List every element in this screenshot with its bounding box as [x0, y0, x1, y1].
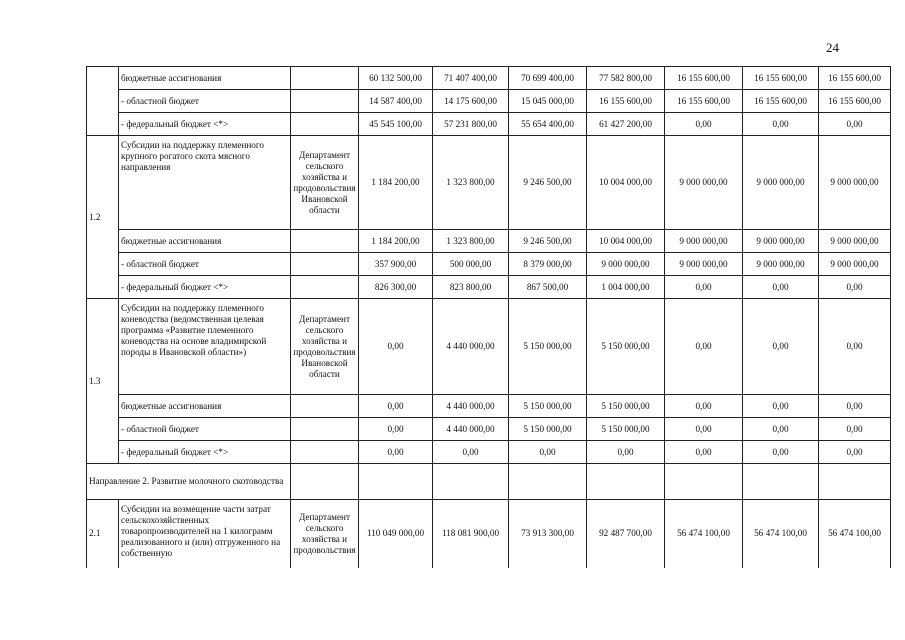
value-cell: 0,00	[587, 441, 665, 464]
value-cell: 9 246 500,00	[509, 230, 587, 253]
value-cell: 5 150 000,00	[587, 299, 665, 395]
value-cell: 823 800,00	[433, 276, 509, 299]
value-cell: 9 000 000,00	[665, 253, 743, 276]
row-number-cell: 2.1	[87, 500, 119, 568]
empty-cell	[291, 464, 359, 500]
value-cell: 0,00	[359, 395, 433, 418]
value-cell: 73 913 300,00	[509, 500, 587, 568]
value-cell: 5 150 000,00	[509, 395, 587, 418]
value-cell: 16 155 600,00	[587, 90, 665, 113]
table-row	[87, 253, 891, 276]
value-cell: 0,00	[743, 276, 819, 299]
table-row	[87, 276, 891, 299]
department-cell	[291, 230, 359, 253]
value-cell: 110 049 000,00	[359, 500, 433, 568]
value-cell: 5 150 000,00	[509, 418, 587, 441]
empty-cell	[587, 464, 665, 500]
value-cell: 0,00	[359, 418, 433, 441]
value-cell: 4 440 000,00	[433, 299, 509, 395]
value-cell: 118 081 900,00	[433, 500, 509, 568]
value-cell: 0,00	[359, 299, 433, 395]
value-cell: 92 487 700,00	[587, 500, 665, 568]
value-cell: 61 427 200,00	[587, 113, 665, 136]
department-cell: Департамент сельского хозяйства и продовольствия Ивановской области	[291, 299, 359, 395]
value-cell: 0,00	[819, 113, 891, 136]
table-row	[87, 441, 891, 464]
value-cell: 0,00	[665, 441, 743, 464]
value-cell: 9 246 500,00	[509, 136, 587, 230]
department-cell	[291, 276, 359, 299]
table-row	[87, 90, 891, 113]
empty-cell	[359, 464, 433, 500]
value-cell: 45 545 100,00	[359, 113, 433, 136]
department-cell	[291, 418, 359, 441]
value-cell: 16 155 600,00	[819, 90, 891, 113]
value-cell: 9 000 000,00	[743, 230, 819, 253]
value-cell: 16 155 600,00	[665, 90, 743, 113]
value-cell: 9 000 000,00	[743, 253, 819, 276]
value-cell: 0,00	[665, 395, 743, 418]
table-row	[87, 113, 891, 136]
row-label: - федеральный бюджет <*>	[119, 441, 291, 464]
value-cell: 0,00	[743, 395, 819, 418]
table-row	[87, 299, 891, 395]
department-cell	[291, 90, 359, 113]
value-cell: 15 045 000,00	[509, 90, 587, 113]
value-cell: 16 155 600,00	[743, 67, 819, 90]
value-cell: 0,00	[819, 276, 891, 299]
value-cell: 0,00	[665, 276, 743, 299]
value-cell: 55 654 400,00	[509, 113, 587, 136]
value-cell: 0,00	[819, 395, 891, 418]
value-cell: 5 150 000,00	[587, 395, 665, 418]
value-cell: 4 440 000,00	[433, 418, 509, 441]
department-cell: Департамент сельского хозяйства и продовольствия Ивановской области	[291, 136, 359, 230]
value-cell: 0,00	[819, 418, 891, 441]
value-cell: 70 699 400,00	[509, 67, 587, 90]
value-cell: 56 474 100,00	[743, 500, 819, 568]
empty-cell	[819, 464, 891, 500]
value-cell: 9 000 000,00	[665, 136, 743, 230]
value-cell: 10 004 000,00	[587, 230, 665, 253]
row-label: бюджетные ассигнования	[119, 67, 291, 90]
row-label: Субсидии на поддержку племенного крупного рогатого скота мясного направления	[119, 136, 291, 230]
table-row	[87, 230, 891, 253]
value-cell: 16 155 600,00	[665, 67, 743, 90]
value-cell: 8 379 000,00	[509, 253, 587, 276]
value-cell: 0,00	[359, 441, 433, 464]
value-cell: 16 155 600,00	[743, 90, 819, 113]
value-cell: 10 004 000,00	[587, 136, 665, 230]
value-cell: 0,00	[509, 441, 587, 464]
row-label: - федеральный бюджет <*>	[119, 113, 291, 136]
department-cell	[291, 67, 359, 90]
department-cell	[291, 441, 359, 464]
page-number: 24	[826, 40, 839, 55]
value-cell: 60 132 500,00	[359, 67, 433, 90]
value-cell: 9 000 000,00	[665, 230, 743, 253]
value-cell: 4 440 000,00	[433, 395, 509, 418]
table-row	[87, 395, 891, 418]
value-cell: 9 000 000,00	[743, 136, 819, 230]
value-cell: 1 004 000,00	[587, 276, 665, 299]
value-cell: 5 150 000,00	[509, 299, 587, 395]
value-cell: 56 474 100,00	[819, 500, 891, 568]
value-cell: 1 184 200,00	[359, 136, 433, 230]
value-cell: 57 231 800,00	[433, 113, 509, 136]
value-cell: 71 407 400,00	[433, 67, 509, 90]
row-label: бюджетные ассигнования	[119, 230, 291, 253]
empty-cell	[665, 464, 743, 500]
value-cell: 0,00	[433, 441, 509, 464]
value-cell: 0,00	[819, 299, 891, 395]
row-label: - областной бюджет	[119, 418, 291, 441]
row-label: Субсидии на возмещение части затрат сельскохозяйственных товаропроизводителей на 1 килограмм реализованного и (или) отгруженного на собственную	[119, 500, 291, 568]
value-cell: 5 150 000,00	[587, 418, 665, 441]
value-cell: 14 175 600,00	[433, 90, 509, 113]
value-cell: 0,00	[665, 418, 743, 441]
value-cell: 0,00	[743, 441, 819, 464]
value-cell: 16 155 600,00	[819, 67, 891, 90]
value-cell: 77 582 800,00	[587, 67, 665, 90]
value-cell: 56 474 100,00	[665, 500, 743, 568]
row-label: - областной бюджет	[119, 90, 291, 113]
row-label: бюджетные ассигнования	[119, 395, 291, 418]
value-cell: 0,00	[665, 113, 743, 136]
section-row	[87, 464, 891, 500]
value-cell: 0,00	[743, 299, 819, 395]
value-cell: 9 000 000,00	[819, 136, 891, 230]
row-number-cell: 1.2	[87, 136, 119, 299]
row-number-cell	[87, 67, 119, 136]
value-cell: 357 900,00	[359, 253, 433, 276]
row-number-cell: 1.3	[87, 299, 119, 464]
empty-cell	[509, 464, 587, 500]
department-cell: Департамент сельского хозяйства и продовольствия	[291, 500, 359, 568]
value-cell: 0,00	[819, 441, 891, 464]
row-label: - областной бюджет	[119, 253, 291, 276]
value-cell: 500 000,00	[433, 253, 509, 276]
value-cell: 0,00	[743, 113, 819, 136]
value-cell: 0,00	[743, 418, 819, 441]
budget-table	[86, 66, 891, 568]
value-cell: 1 184 200,00	[359, 230, 433, 253]
value-cell: 14 587 400,00	[359, 90, 433, 113]
empty-cell	[433, 464, 509, 500]
table-row	[87, 500, 891, 568]
department-cell	[291, 253, 359, 276]
value-cell: 9 000 000,00	[819, 230, 891, 253]
department-cell	[291, 113, 359, 136]
value-cell: 867 500,00	[509, 276, 587, 299]
table-row	[87, 67, 891, 90]
department-cell	[291, 395, 359, 418]
row-label: - федеральный бюджет <*>	[119, 276, 291, 299]
table-row	[87, 418, 891, 441]
value-cell: 0,00	[665, 299, 743, 395]
row-label: Субсидии на поддержку племенного коневодства (ведомственная целевая программа «Развитие племенного коневодства на основе владимирской породы в Ивановской области»)	[119, 299, 291, 395]
value-cell: 826 300,00	[359, 276, 433, 299]
value-cell: 1 323 800,00	[433, 136, 509, 230]
empty-cell	[743, 464, 819, 500]
value-cell: 9 000 000,00	[587, 253, 665, 276]
table-row	[87, 136, 891, 230]
section-heading: Направление 2. Развитие молочного скотоводства	[87, 464, 291, 500]
value-cell: 9 000 000,00	[819, 253, 891, 276]
value-cell: 1 323 800,00	[433, 230, 509, 253]
